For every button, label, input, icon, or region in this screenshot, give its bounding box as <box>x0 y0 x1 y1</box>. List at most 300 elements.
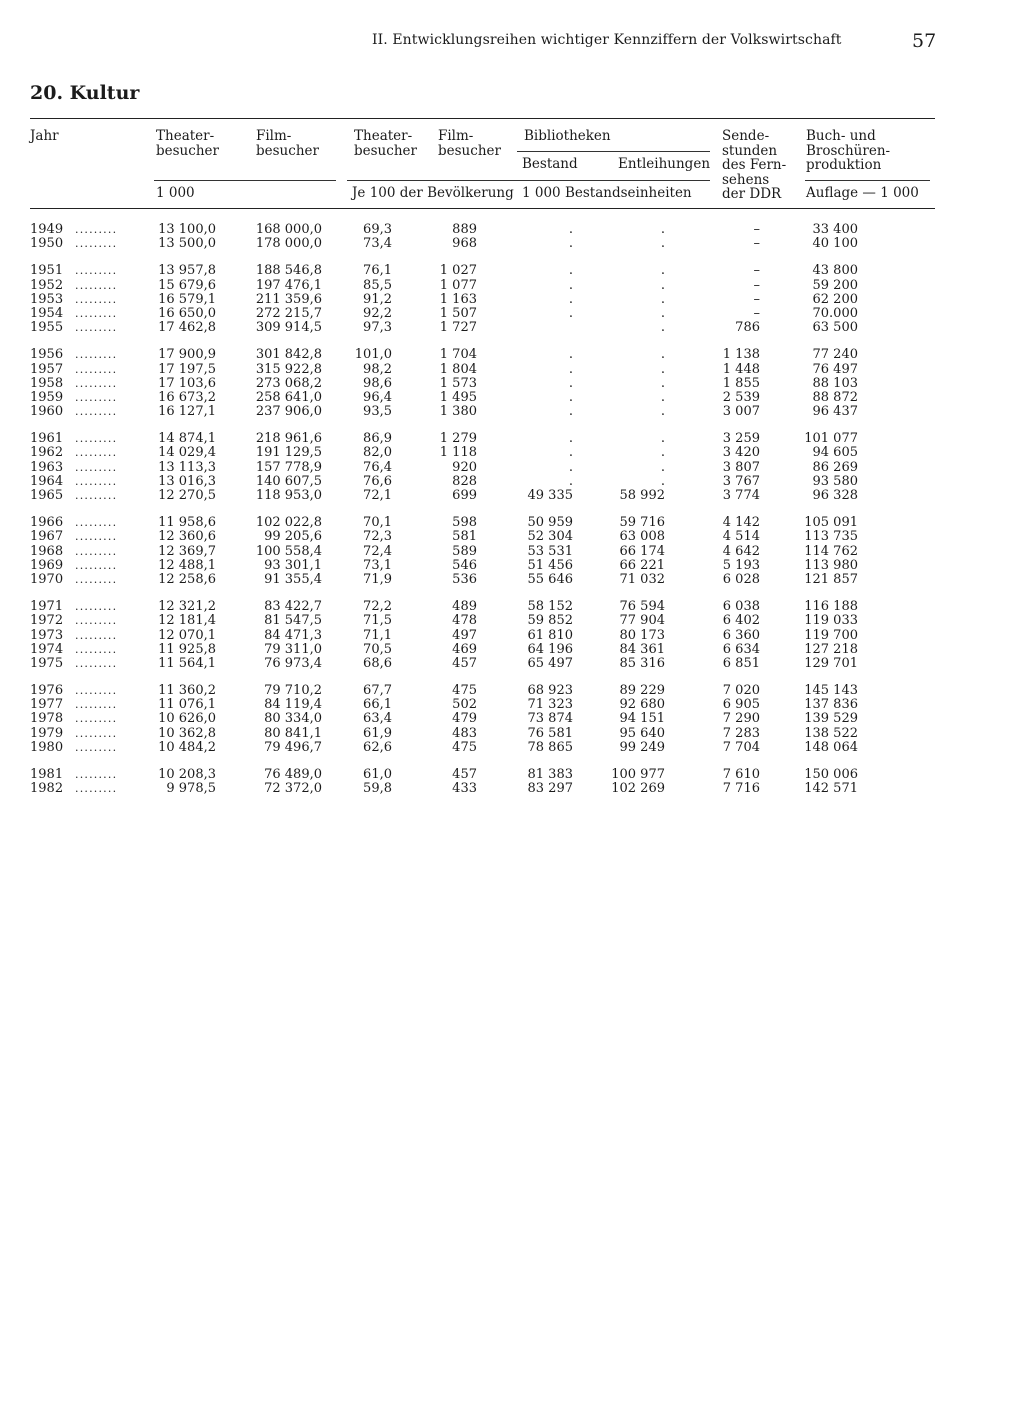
table-row <box>0 559 1024 573</box>
cell-bibliothek-entleihungen: 84 361 <box>619 641 665 657</box>
row-year: 1975 <box>30 655 64 671</box>
row-year: 1969 <box>30 557 64 573</box>
cell-sendestunden: 1 855 <box>722 375 760 391</box>
cell-theaterbesucher-abs: 10 626,0 <box>158 711 216 727</box>
cell-filmbesucher-rel: 536 <box>452 571 477 587</box>
row-leader-dots: ......... <box>75 712 118 726</box>
cell-bibliothek-entleihungen: . <box>660 291 665 307</box>
header-sendestunden: Sende- stunden des Fern- sehens der DDR <box>722 128 787 202</box>
row-leader-dots: ......... <box>75 740 118 754</box>
unit-bestandseinheiten: 1 000 Bestandseinheiten <box>522 185 692 201</box>
cell-bibliothek-bestand: 81 383 <box>527 767 573 782</box>
cell-filmbesucher-abs: 84 471,3 <box>264 627 322 643</box>
row-leader-dots: ......... <box>75 558 118 572</box>
cell-bibliothek-bestand: . <box>568 263 573 279</box>
cell-sendestunden: 1 448 <box>722 361 760 377</box>
cell-filmbesucher-rel: 1 573 <box>439 375 477 391</box>
cell-bibliothek-bestand: 71 323 <box>527 697 573 713</box>
cell-buchproduktion: 142 571 <box>804 781 858 797</box>
unit-rule-2 <box>347 180 710 181</box>
cell-bibliothek-bestand: . <box>568 375 573 391</box>
cell-theaterbesucher-rel: 73,4 <box>363 236 392 252</box>
cell-theaterbesucher-rel: 63,4 <box>363 711 392 727</box>
row-leader-dots: ......... <box>75 656 118 670</box>
cell-buchproduktion: 148 064 <box>804 739 858 755</box>
cell-bibliothek-bestand: 73 874 <box>527 711 573 727</box>
cell-buchproduktion: 116 188 <box>804 599 858 615</box>
cell-sendestunden: 3 774 <box>722 488 760 503</box>
table-row <box>0 264 1024 278</box>
cell-theaterbesucher-rel: 71,9 <box>363 571 392 587</box>
unit-rule-3 <box>805 180 930 181</box>
cell-filmbesucher-abs: 76 973,4 <box>264 655 322 671</box>
cell-theaterbesucher-abs: 9 978,5 <box>166 781 216 797</box>
cell-bibliothek-bestand: 59 852 <box>527 613 573 629</box>
header-bibliotheken: Bibliotheken <box>524 128 611 144</box>
cell-filmbesucher-rel: 889 <box>452 222 477 237</box>
cell-theaterbesucher-rel: 70,5 <box>363 641 392 657</box>
cell-theaterbesucher-rel: 96,4 <box>363 389 392 405</box>
unit-rule-1 <box>154 180 336 181</box>
cell-bibliothek-entleihungen: 92 680 <box>619 697 665 713</box>
row-leader-dots: ......... <box>75 292 118 306</box>
header-filmbesucher-rel: Film- besucher <box>438 128 501 159</box>
cell-buchproduktion: 77 240 <box>812 347 858 363</box>
unit-auflage: Auflage — 1 000 <box>806 185 919 201</box>
table-row <box>0 348 1024 362</box>
row-leader-dots: ......... <box>75 432 118 446</box>
cell-buchproduktion: 137 836 <box>804 697 858 713</box>
row-year: 1959 <box>30 389 64 405</box>
cell-buchproduktion: 119 033 <box>804 613 858 629</box>
cell-buchproduktion: 93 580 <box>812 473 858 489</box>
cell-filmbesucher-rel: 598 <box>452 515 477 531</box>
cell-bibliothek-entleihungen: . <box>660 347 665 363</box>
row-year: 1971 <box>30 599 64 615</box>
cell-theaterbesucher-abs: 16 579,1 <box>158 291 216 307</box>
cell-filmbesucher-abs: 272 215,7 <box>255 305 322 321</box>
table-row <box>0 293 1024 307</box>
cell-filmbesucher-rel: 1 077 <box>439 277 477 293</box>
cell-bibliothek-entleihungen: 89 229 <box>619 683 665 699</box>
cell-buchproduktion: 86 269 <box>812 459 858 475</box>
cell-theaterbesucher-abs: 11 076,1 <box>158 697 216 713</box>
row-year: 1977 <box>30 697 64 713</box>
table-row <box>0 489 1024 503</box>
row-leader-dots: ......... <box>75 390 118 404</box>
cell-sendestunden: – <box>753 263 760 279</box>
cell-bibliothek-entleihungen: . <box>660 236 665 252</box>
row-leader-dots: ......... <box>75 768 118 781</box>
row-leader-dots: ......... <box>75 405 118 419</box>
cell-theaterbesucher-rel: 86,9 <box>363 431 392 447</box>
header-entleihungen: Entleihungen <box>618 156 711 172</box>
cell-filmbesucher-rel: 968 <box>452 236 477 252</box>
cell-theaterbesucher-rel: 93,5 <box>363 404 392 420</box>
cell-bibliothek-entleihungen: . <box>660 305 665 321</box>
cell-theaterbesucher-abs: 10 208,3 <box>158 767 216 782</box>
cell-theaterbesucher-rel: 76,6 <box>363 473 392 489</box>
cell-sendestunden: 4 514 <box>722 529 760 545</box>
row-year: 1974 <box>30 641 64 657</box>
row-year: 1961 <box>30 431 64 447</box>
cell-filmbesucher-abs: 100 558,4 <box>255 543 322 559</box>
cell-filmbesucher-abs: 218 961,6 <box>255 431 322 447</box>
cell-buchproduktion: 121 857 <box>804 571 858 587</box>
cell-theaterbesucher-rel: 68,6 <box>363 655 392 671</box>
row-leader-dots: ......... <box>75 474 118 488</box>
row-leader-dots: ......... <box>75 642 118 656</box>
cell-sendestunden: 7 283 <box>722 725 760 741</box>
cell-theaterbesucher-abs: 12 070,1 <box>158 627 216 643</box>
cell-theaterbesucher-abs: 15 679,6 <box>158 277 216 293</box>
cell-buchproduktion: 96 328 <box>812 488 858 503</box>
cell-filmbesucher-rel: 479 <box>452 711 477 727</box>
table-row <box>0 432 1024 446</box>
table-row <box>0 727 1024 741</box>
table-row <box>0 461 1024 475</box>
cell-sendestunden: – <box>753 305 760 321</box>
cell-theaterbesucher-rel: 70,1 <box>363 515 392 531</box>
cell-theaterbesucher-abs: 12 181,4 <box>158 613 216 629</box>
cell-buchproduktion: 88 872 <box>812 389 858 405</box>
cell-theaterbesucher-rel: 72,2 <box>363 599 392 615</box>
cell-buchproduktion: 113 980 <box>804 557 858 573</box>
cell-theaterbesucher-abs: 13 957,8 <box>158 263 216 279</box>
cell-sendestunden: 2 539 <box>722 389 760 405</box>
cell-filmbesucher-abs: 83 422,7 <box>264 599 322 615</box>
cell-filmbesucher-abs: 99 205,6 <box>264 529 322 545</box>
cell-theaterbesucher-abs: 13 100,0 <box>158 222 216 237</box>
row-year: 1962 <box>30 445 64 461</box>
header-filmbesucher-abs: Film- besucher <box>256 128 319 159</box>
row-year: 1954 <box>30 305 64 321</box>
table-row <box>0 475 1024 489</box>
header-theaterbesucher-rel: Theater- besucher <box>354 128 417 159</box>
cell-sendestunden: 6 028 <box>722 571 760 587</box>
cell-theaterbesucher-rel: 101,0 <box>354 347 392 363</box>
table-row <box>0 530 1024 544</box>
running-head: II. Entwicklungsreihen wichtiger Kennziffern der Volkswirtschaft <box>372 32 842 48</box>
cell-theaterbesucher-abs: 16 127,1 <box>158 404 216 420</box>
cell-bibliothek-bestand: 49 335 <box>527 488 573 503</box>
table-row <box>0 573 1024 587</box>
table-row <box>0 321 1024 335</box>
cell-buchproduktion: 114 762 <box>804 543 858 559</box>
row-leader-dots: ......... <box>75 348 118 362</box>
row-leader-dots: ......... <box>75 684 118 698</box>
cell-filmbesucher-abs: 140 607,5 <box>255 473 322 489</box>
table-row <box>0 391 1024 405</box>
cell-theaterbesucher-rel: 69,3 <box>363 222 392 237</box>
cell-theaterbesucher-rel: 72,1 <box>363 488 392 503</box>
table-row <box>0 768 1024 782</box>
cell-sendestunden: 1 138 <box>722 347 760 363</box>
cell-theaterbesucher-abs: 14 874,1 <box>158 431 216 447</box>
cell-theaterbesucher-abs: 11 564,1 <box>158 655 216 671</box>
cell-theaterbesucher-abs: 12 488,1 <box>158 557 216 573</box>
row-year: 1976 <box>30 683 64 699</box>
cell-bibliothek-bestand: . <box>568 389 573 405</box>
cell-buchproduktion: 59 200 <box>812 277 858 293</box>
cell-bibliothek-entleihungen: 76 594 <box>619 599 665 615</box>
cell-bibliothek-entleihungen: 94 151 <box>619 711 665 727</box>
cell-filmbesucher-abs: 237 906,0 <box>255 404 322 420</box>
cell-filmbesucher-rel: 433 <box>452 781 477 797</box>
cell-filmbesucher-abs: 197 476,1 <box>255 277 322 293</box>
cell-bibliothek-entleihungen: . <box>660 320 665 336</box>
row-year: 1972 <box>30 613 64 629</box>
cell-sendestunden: 6 360 <box>722 627 760 643</box>
cell-theaterbesucher-abs: 17 900,9 <box>158 347 216 363</box>
cell-filmbesucher-rel: 497 <box>452 627 477 643</box>
header-jahr: Jahr <box>30 128 59 144</box>
cell-sendestunden: – <box>753 236 760 252</box>
cell-bibliothek-entleihungen: . <box>660 404 665 420</box>
cell-theaterbesucher-abs: 11 360,2 <box>158 683 216 699</box>
row-year: 1966 <box>30 515 64 531</box>
row-leader-dots: ......... <box>75 321 118 335</box>
table-row <box>0 307 1024 321</box>
cell-filmbesucher-rel: 589 <box>452 543 477 559</box>
row-year: 1967 <box>30 529 64 545</box>
cell-bibliothek-entleihungen: 100 977 <box>611 767 665 782</box>
row-year: 1955 <box>30 320 64 336</box>
cell-theaterbesucher-rel: 82,0 <box>363 445 392 461</box>
cell-theaterbesucher-abs: 14 029,4 <box>158 445 216 461</box>
cell-buchproduktion: 43 800 <box>812 263 858 279</box>
cell-theaterbesucher-abs: 11 925,8 <box>158 641 216 657</box>
cell-bibliothek-entleihungen: 102 269 <box>611 781 665 797</box>
cell-bibliothek-entleihungen: 85 316 <box>619 655 665 671</box>
cell-theaterbesucher-rel: 91,2 <box>363 291 392 307</box>
cell-theaterbesucher-abs: 13 500,0 <box>158 236 216 252</box>
cell-bibliothek-bestand: 65 497 <box>527 655 573 671</box>
row-leader-dots: ......... <box>75 460 118 474</box>
header-theaterbesucher-abs: Theater- besucher <box>156 128 219 159</box>
cell-filmbesucher-abs: 93 301,1 <box>264 557 322 573</box>
row-year: 1952 <box>30 277 64 293</box>
cell-filmbesucher-abs: 84 119,4 <box>264 697 322 713</box>
cell-filmbesucher-rel: 1 495 <box>439 389 477 405</box>
cell-filmbesucher-rel: 581 <box>452 529 477 545</box>
row-year: 1960 <box>30 404 64 420</box>
table-row <box>0 629 1024 643</box>
cell-sendestunden: 3 420 <box>722 445 760 461</box>
cell-sendestunden: 3 807 <box>722 459 760 475</box>
cell-buchproduktion: 139 529 <box>804 711 858 727</box>
cell-bibliothek-entleihungen: 77 904 <box>619 613 665 629</box>
cell-bibliothek-entleihungen: . <box>660 263 665 279</box>
cell-theaterbesucher-abs: 12 321,2 <box>158 599 216 615</box>
cell-theaterbesucher-abs: 17 197,5 <box>158 361 216 377</box>
table-row <box>0 643 1024 657</box>
cell-theaterbesucher-rel: 72,4 <box>363 543 392 559</box>
row-year: 1951 <box>30 263 64 279</box>
cell-theaterbesucher-rel: 67,7 <box>363 683 392 699</box>
cell-filmbesucher-abs: 188 546,8 <box>255 263 322 279</box>
cell-filmbesucher-rel: 478 <box>452 613 477 629</box>
cell-theaterbesucher-abs: 12 360,6 <box>158 529 216 545</box>
table-row <box>0 405 1024 419</box>
cell-bibliothek-bestand: . <box>568 431 573 447</box>
cell-bibliothek-bestand: 55 646 <box>527 571 573 587</box>
cell-bibliothek-bestand: 53 531 <box>527 543 573 559</box>
cell-sendestunden: – <box>753 291 760 307</box>
row-year: 1964 <box>30 473 64 489</box>
cell-bibliothek-bestand: . <box>568 459 573 475</box>
cell-buchproduktion: 101 077 <box>804 431 858 447</box>
cell-bibliothek-bestand: . <box>568 222 573 237</box>
row-leader-dots: ......... <box>75 223 118 236</box>
cell-bibliothek-bestand: . <box>568 347 573 363</box>
row-leader-dots: ......... <box>75 544 118 558</box>
row-year: 1978 <box>30 711 64 727</box>
table-top-rule <box>30 118 935 119</box>
cell-sendestunden: 4 142 <box>722 515 760 531</box>
row-year: 1963 <box>30 459 64 475</box>
cell-bibliothek-bestand: 83 297 <box>527 781 573 797</box>
cell-bibliothek-bestand: 64 196 <box>527 641 573 657</box>
unit-je-100: Je 100 der Bevölkerung <box>352 185 514 201</box>
cell-theaterbesucher-abs: 13 113,3 <box>158 459 216 475</box>
cell-filmbesucher-abs: 191 129,5 <box>255 445 322 461</box>
row-leader-dots: ......... <box>75 306 118 320</box>
table-row <box>0 600 1024 614</box>
cell-buchproduktion: 40 100 <box>812 236 858 252</box>
table-row <box>0 237 1024 251</box>
cell-theaterbesucher-abs: 17 462,8 <box>158 320 216 336</box>
table-row <box>0 614 1024 628</box>
cell-buchproduktion: 96 437 <box>812 404 858 420</box>
cell-theaterbesucher-abs: 13 016,3 <box>158 473 216 489</box>
cell-bibliothek-entleihungen: . <box>660 375 665 391</box>
row-leader-dots: ......... <box>75 264 118 278</box>
cell-bibliothek-entleihungen: 66 174 <box>619 543 665 559</box>
row-leader-dots: ......... <box>75 698 118 712</box>
cell-bibliothek-entleihungen: . <box>660 459 665 475</box>
cell-theaterbesucher-rel: 66,1 <box>363 697 392 713</box>
cell-bibliothek-entleihungen: . <box>660 277 665 293</box>
cell-filmbesucher-rel: 1 027 <box>439 263 477 279</box>
row-year: 1953 <box>30 291 64 307</box>
cell-filmbesucher-abs: 301 842,8 <box>255 347 322 363</box>
page-number: 57 <box>912 30 937 52</box>
cell-filmbesucher-rel: 483 <box>452 725 477 741</box>
cell-filmbesucher-abs: 76 489,0 <box>264 767 322 782</box>
cell-filmbesucher-rel: 546 <box>452 557 477 573</box>
cell-bibliothek-bestand: . <box>568 361 573 377</box>
cell-sendestunden: 3 767 <box>722 473 760 489</box>
cell-bibliothek-bestand: . <box>568 236 573 252</box>
cell-bibliothek-entleihungen: 59 716 <box>619 515 665 531</box>
cell-sendestunden: 6 038 <box>722 599 760 615</box>
cell-bibliothek-bestand: . <box>568 404 573 420</box>
row-leader-dots: ......... <box>75 614 118 628</box>
cell-filmbesucher-abs: 168 000,0 <box>255 222 322 237</box>
cell-theaterbesucher-rel: 61,9 <box>363 725 392 741</box>
cell-theaterbesucher-rel: 71,5 <box>363 613 392 629</box>
row-leader-dots: ......... <box>75 446 118 460</box>
cell-buchproduktion: 70.000 <box>812 305 858 321</box>
cell-filmbesucher-rel: 489 <box>452 599 477 615</box>
cell-filmbesucher-abs: 118 953,0 <box>255 488 322 503</box>
row-year: 1958 <box>30 375 64 391</box>
cell-filmbesucher-rel: 502 <box>452 697 477 713</box>
cell-filmbesucher-abs: 72 372,0 <box>264 781 322 797</box>
cell-filmbesucher-abs: 315 922,8 <box>255 361 322 377</box>
bibliotheken-subrule <box>517 151 710 152</box>
cell-filmbesucher-rel: 1 727 <box>439 320 477 336</box>
cell-filmbesucher-rel: 699 <box>452 488 477 503</box>
cell-theaterbesucher-rel: 59,8 <box>363 781 392 797</box>
table-row <box>0 363 1024 377</box>
cell-filmbesucher-abs: 91 355,4 <box>264 571 322 587</box>
cell-theaterbesucher-rel: 62,6 <box>363 739 392 755</box>
row-leader-dots: ......... <box>75 726 118 740</box>
cell-bibliothek-entleihungen: 63 008 <box>619 529 665 545</box>
row-leader-dots: ......... <box>75 489 118 502</box>
table-row <box>0 377 1024 391</box>
cell-filmbesucher-rel: 1 704 <box>439 347 477 363</box>
cell-theaterbesucher-abs: 16 673,2 <box>158 389 216 405</box>
cell-bibliothek-bestand: 58 152 <box>527 599 573 615</box>
cell-bibliothek-entleihungen: 80 173 <box>619 627 665 643</box>
cell-filmbesucher-abs: 79 496,7 <box>264 739 322 755</box>
cell-theaterbesucher-abs: 17 103,6 <box>158 375 216 391</box>
cell-filmbesucher-abs: 157 778,9 <box>255 459 322 475</box>
cell-filmbesucher-abs: 211 359,6 <box>255 291 322 307</box>
row-leader-dots: ......... <box>75 516 118 530</box>
cell-theaterbesucher-abs: 16 650,0 <box>158 305 216 321</box>
cell-theaterbesucher-abs: 12 270,5 <box>158 488 216 503</box>
table-row <box>0 446 1024 460</box>
cell-sendestunden: 786 <box>735 320 760 336</box>
table-row <box>0 698 1024 712</box>
row-leader-dots: ......... <box>75 572 118 586</box>
cell-buchproduktion: 94 605 <box>812 445 858 461</box>
cell-theaterbesucher-rel: 92,2 <box>363 305 392 321</box>
cell-filmbesucher-rel: 475 <box>452 739 477 755</box>
cell-theaterbesucher-abs: 11 958,6 <box>158 515 216 531</box>
row-leader-dots: ......... <box>75 600 118 614</box>
cell-bibliothek-bestand: 68 923 <box>527 683 573 699</box>
row-leader-dots: ......... <box>75 628 118 642</box>
cell-bibliothek-bestand: . <box>568 445 573 461</box>
cell-bibliothek-entleihungen: 95 640 <box>619 725 665 741</box>
cell-sendestunden: – <box>753 277 760 293</box>
cell-filmbesucher-abs: 273 068,2 <box>255 375 322 391</box>
cell-bibliothek-entleihungen: . <box>660 222 665 237</box>
cell-bibliothek-bestand: 78 865 <box>527 739 573 755</box>
table-row <box>0 712 1024 726</box>
cell-theaterbesucher-rel: 61,0 <box>363 767 392 782</box>
cell-theaterbesucher-rel: 85,5 <box>363 277 392 293</box>
cell-sendestunden: 6 905 <box>722 697 760 713</box>
cell-sendestunden: 6 851 <box>722 655 760 671</box>
cell-buchproduktion: 33 400 <box>812 222 858 237</box>
cell-bibliothek-bestand: 50 959 <box>527 515 573 531</box>
cell-sendestunden: 3 007 <box>722 404 760 420</box>
row-year: 1968 <box>30 543 64 559</box>
cell-filmbesucher-abs: 178 000,0 <box>255 236 322 252</box>
cell-theaterbesucher-rel: 98,6 <box>363 375 392 391</box>
cell-theaterbesucher-rel: 71,1 <box>363 627 392 643</box>
cell-sendestunden: 7 290 <box>722 711 760 727</box>
cell-sendestunden: – <box>753 222 760 237</box>
cell-sendestunden: 7 716 <box>722 781 760 797</box>
cell-filmbesucher-rel: 1 507 <box>439 305 477 321</box>
